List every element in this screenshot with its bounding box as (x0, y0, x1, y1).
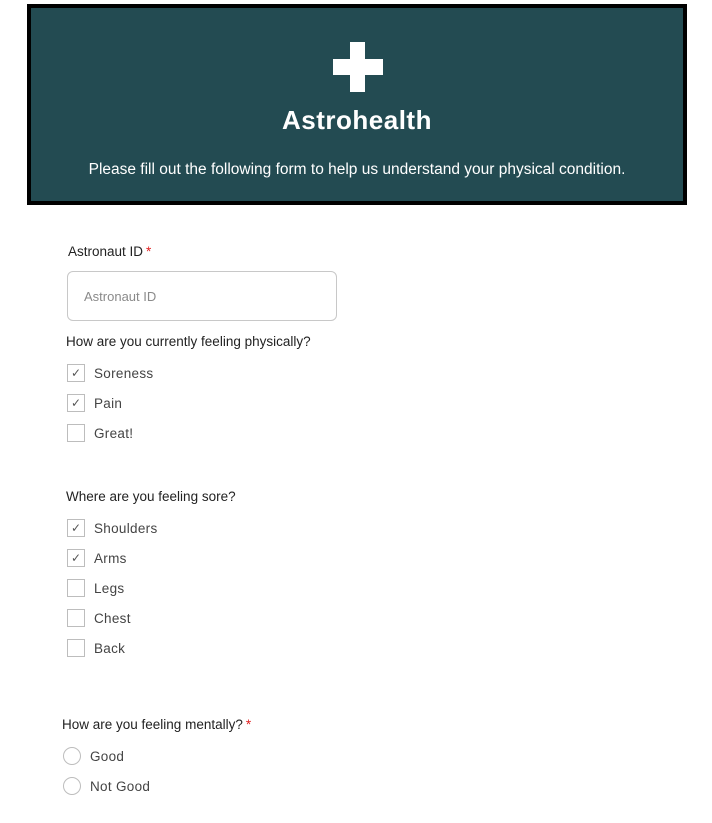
required-marker: * (146, 244, 152, 259)
option-label: Back (94, 640, 126, 656)
checkbox[interactable] (67, 364, 85, 382)
checkbox-option-legs[interactable] (67, 578, 124, 598)
option-label: Good (90, 748, 125, 764)
option-label: Shoulders (94, 520, 158, 536)
checkbox-option-shoulders[interactable] (67, 518, 158, 538)
checkbox-option-pain[interactable] (67, 393, 122, 413)
page-title: Astrohealth (282, 105, 432, 135)
astronaut-id-label-text: Astronaut ID (68, 244, 144, 259)
checkmark-icon: ✓ (70, 396, 82, 410)
option-label: Soreness (94, 365, 154, 381)
radio-option-good[interactable] (63, 746, 124, 766)
option-label: Arms (94, 550, 127, 566)
radio-button[interactable] (63, 747, 81, 765)
mental-feeling-question-text: How are you feeling mentally? (62, 717, 243, 732)
page-subtitle: Please fill out the following form to help us understand your physical condition. (88, 161, 626, 178)
checkbox[interactable] (67, 519, 85, 537)
checkbox-option-back[interactable] (67, 638, 125, 658)
checkmark-icon: ✓ (70, 521, 82, 535)
option-label: Pain (94, 395, 123, 411)
checkbox-option-chest[interactable] (67, 608, 131, 628)
checkbox[interactable] (67, 424, 85, 442)
checkbox-option-arms[interactable] (67, 548, 127, 568)
required-marker: * (245, 717, 252, 732)
checkbox[interactable] (67, 639, 85, 657)
option-label: Legs (94, 580, 125, 596)
astronaut-id-input[interactable] (67, 271, 337, 321)
checkbox-option-great[interactable] (67, 423, 133, 443)
mental-feeling-question (62, 717, 251, 732)
radio-option-not-good[interactable] (63, 776, 150, 796)
checkbox[interactable] (67, 579, 85, 597)
checkbox[interactable] (67, 394, 85, 412)
soreness-location-question: Where are you feeling sore? (66, 489, 236, 504)
physical-feeling-question: How are you currently feeling physically? (66, 334, 311, 349)
option-label: Not Good (90, 778, 151, 794)
checkmark-icon: ✓ (70, 366, 82, 380)
option-label: Chest (94, 610, 131, 626)
option-label: Great! (94, 425, 134, 441)
checkmark-icon: ✓ (70, 551, 82, 565)
form-header (27, 4, 687, 205)
checkbox-option-soreness[interactable] (67, 363, 153, 383)
astronaut-id-label (68, 244, 151, 259)
checkbox[interactable] (67, 549, 85, 567)
radio-button[interactable] (63, 777, 81, 795)
checkbox[interactable] (67, 609, 85, 627)
